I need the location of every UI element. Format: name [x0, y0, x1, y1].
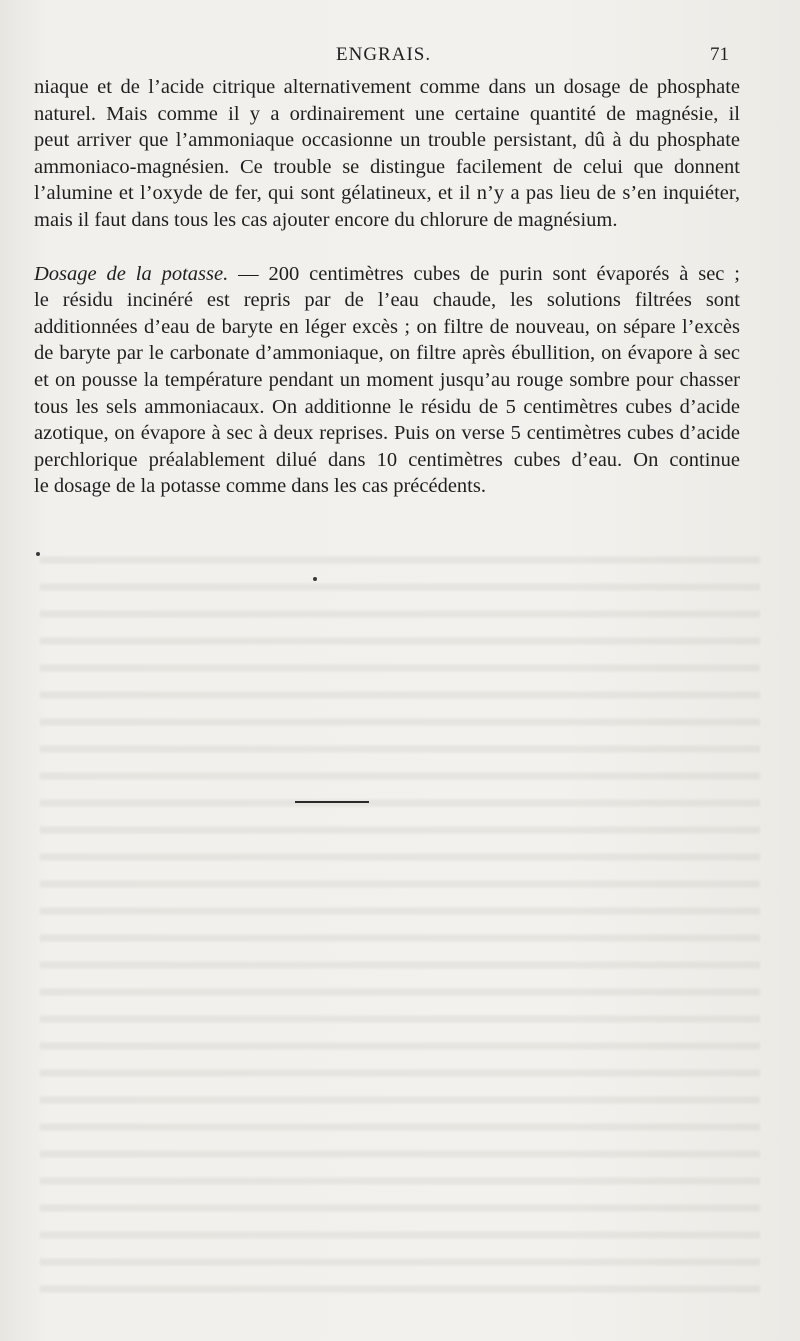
- text-line: additionnées d’eau de baryte en léger excès ; on filtre de nouveau, on sépare l’excès: [34, 315, 740, 338]
- show-through-text: [40, 540, 760, 1300]
- section-rule: [295, 801, 369, 803]
- paragraph-2: [34, 261, 740, 500]
- paragraph-1: [34, 74, 740, 234]
- text-line: le dosage de la potasse comme dans les cas précédents.: [34, 475, 486, 498]
- text-line: le résidu incinéré est repris par de l’eau chaude, les solutions filtrées sont: [34, 289, 740, 312]
- page-number: 71: [710, 44, 729, 65]
- page-header: [0, 44, 800, 74]
- text-line: l’alumine et l’oxyde de fer, qui sont gélatineux, et il n’y a pas lieu de s’en inquiéter,: [34, 182, 740, 205]
- text-line: peut arriver que l’ammoniaque occasionne un trouble persistant, dû à du phosphate: [34, 129, 740, 152]
- text-line: [34, 261, 740, 288]
- text-line: perchlorique préalablement dilué dans 10 centimètres cubes d’eau. On continue: [34, 448, 740, 471]
- text-line: niaque et de l’acide citrique alternativement comme dans un dosage de phosphate: [34, 76, 740, 98]
- text-line: mais il faut dans tous les cas ajouter encore du chlorure de magnésium.: [34, 208, 618, 231]
- text-line: et on pousse la température pendant un moment jusqu’au rouge sombre pour chasser: [34, 368, 740, 391]
- ink-speck: [313, 577, 317, 581]
- heading-continuation: — 200 centimètres cubes de purin sont évaporés à sec ;: [228, 262, 740, 285]
- section-heading: Dosage de la potasse.: [34, 262, 229, 285]
- text-line: azotique, on évapore à sec à deux reprises. Puis on verse 5 centimètres cubes d’acide: [34, 422, 740, 445]
- body-text: [34, 74, 740, 500]
- text-line: naturel. Mais comme il y a ordinairement une certaine quantité de magnésie, il: [34, 102, 740, 125]
- text-line: de baryte par le carbonate d’ammoniaque, on filtre après ébullition, on évapore à sec: [34, 342, 740, 365]
- ink-speck: [36, 552, 40, 556]
- text-line: tous les sels ammoniacaux. On additionne le résidu de 5 centimètres cubes d’acide: [34, 395, 740, 418]
- running-title: ENGRAIS.: [336, 44, 432, 65]
- text-line: ammoniaco-magnésien. Ce trouble se distingue facilement de celui que donnent: [34, 155, 740, 178]
- paragraph-gap: [34, 234, 740, 261]
